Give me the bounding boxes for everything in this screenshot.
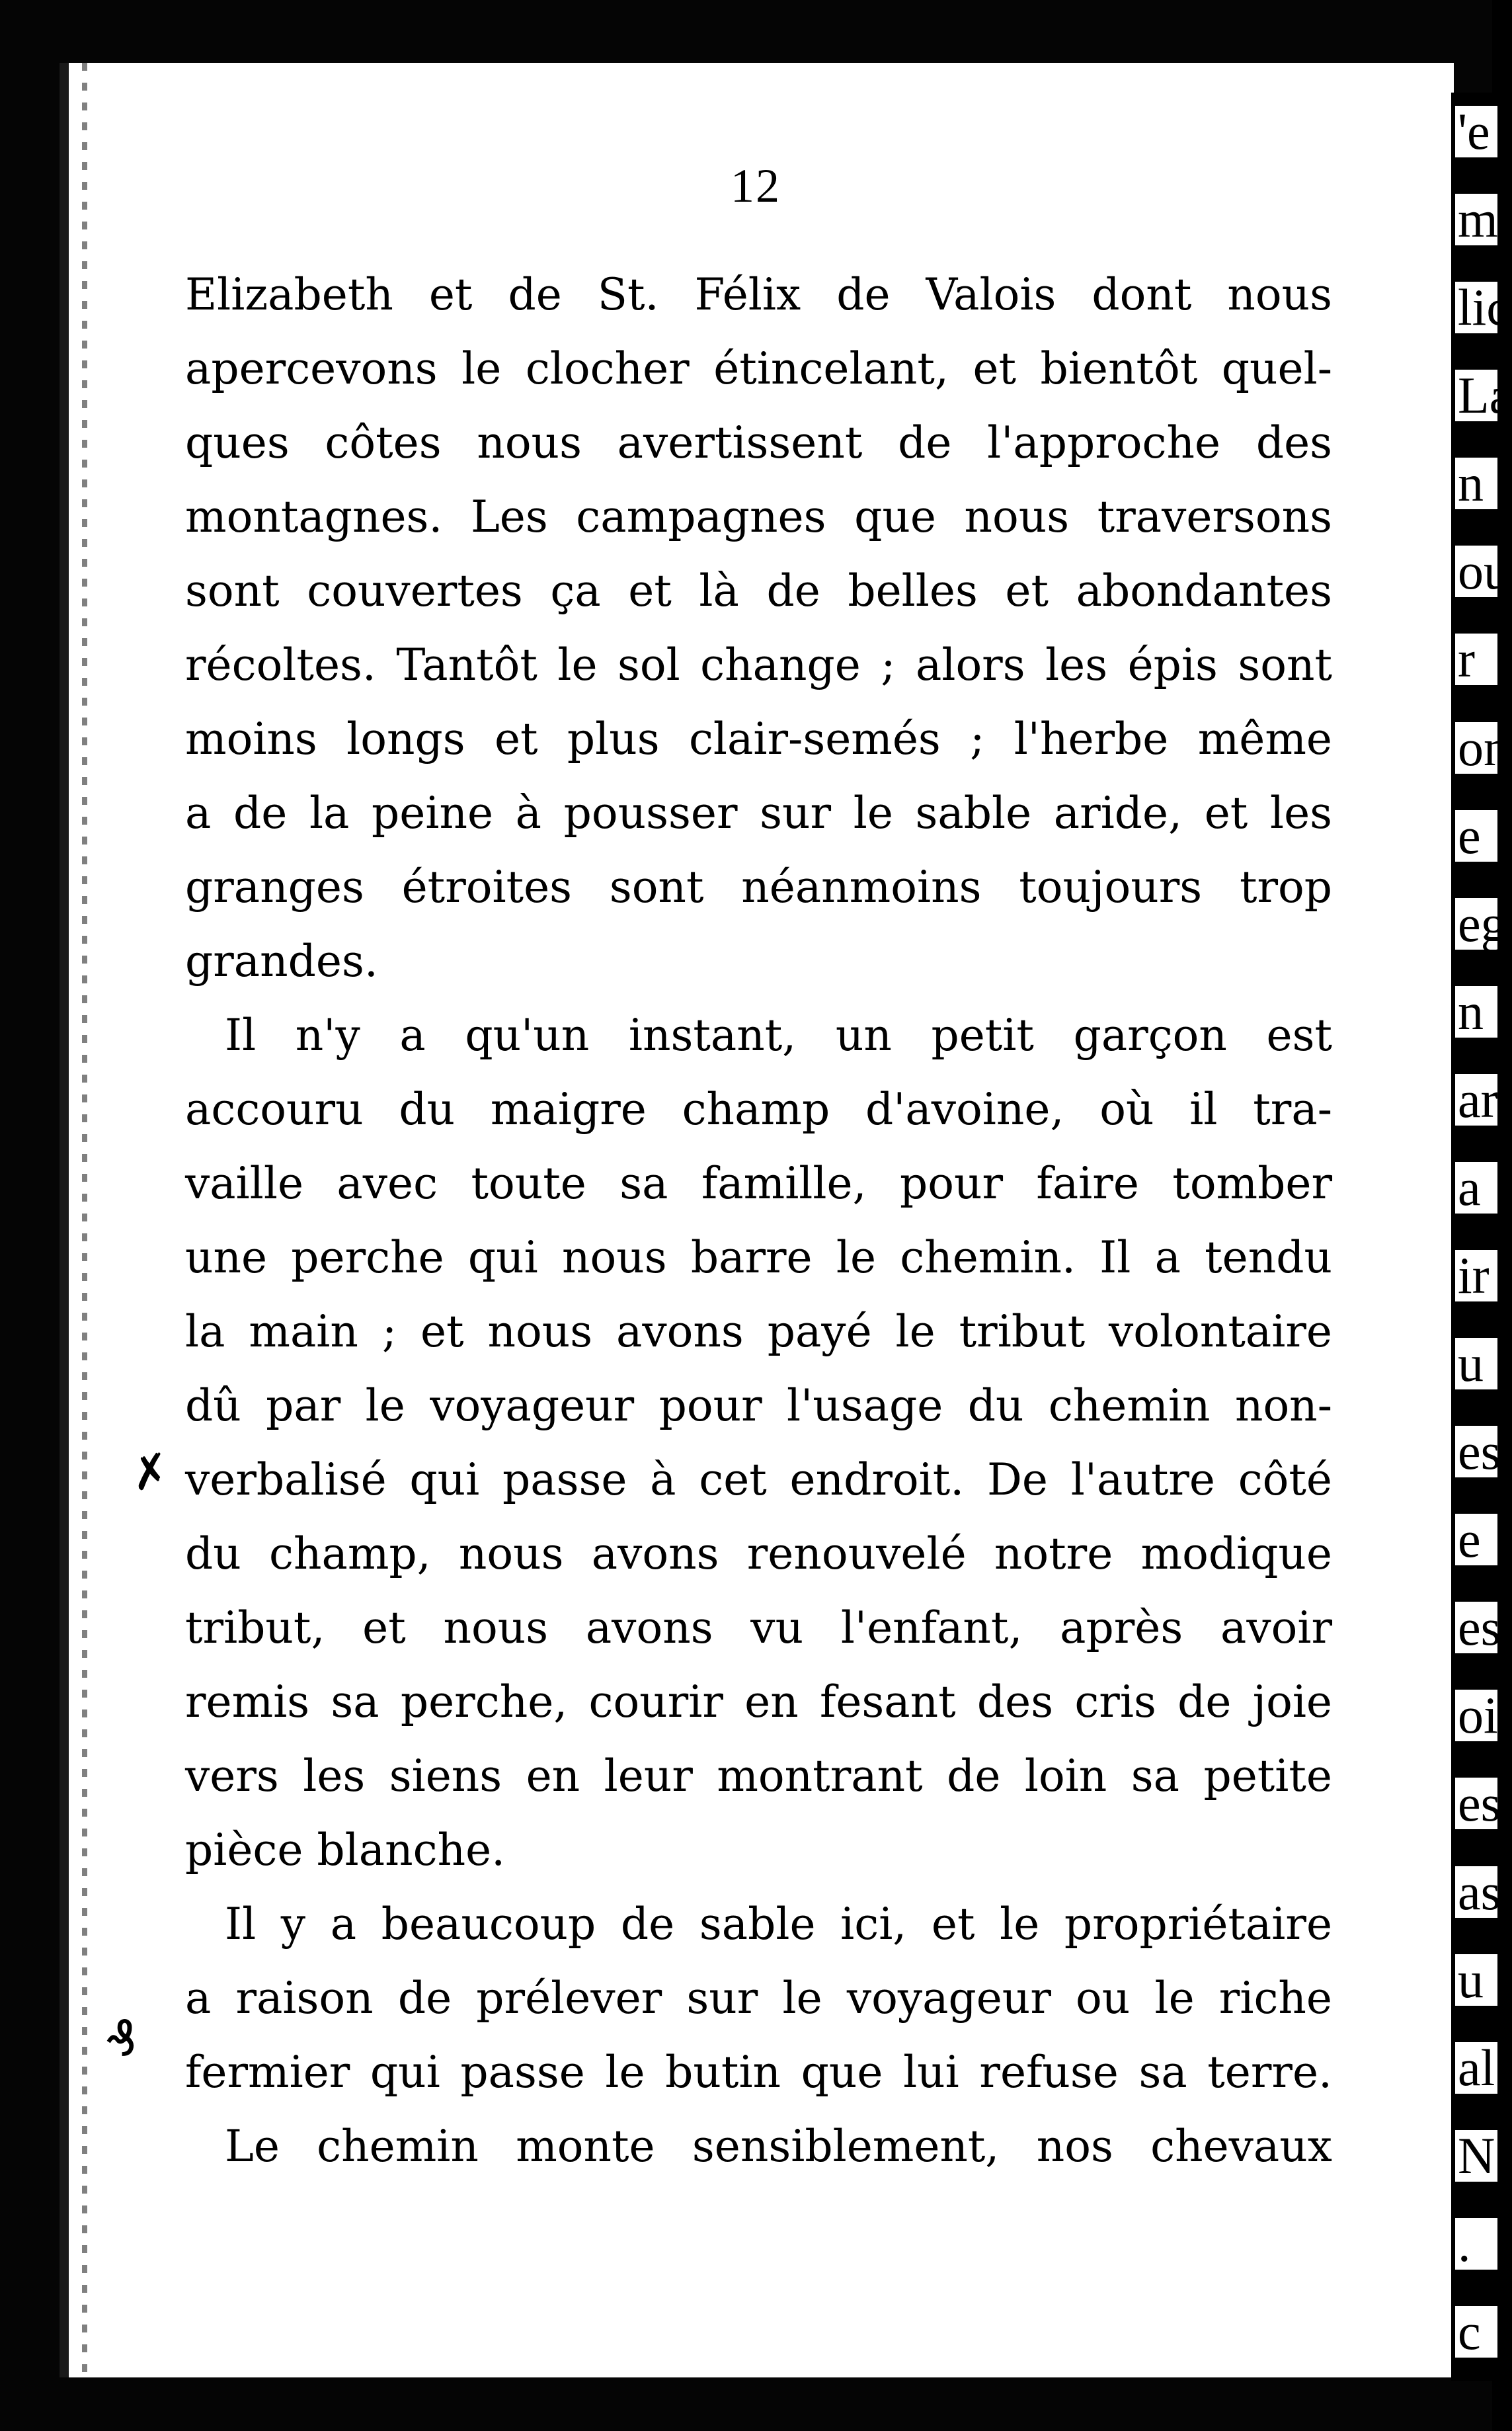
facing-page-fragment: al [1455,2042,1497,2094]
text-line: moins longs et plus clair-semés ; l'herbe même [185,714,1332,764]
text-line: verbalisé qui passe à cet endroit. De l'autre côté [185,1454,1332,1505]
facing-page-fragment: N [1455,2130,1497,2182]
text-line: grandes. [185,936,378,987]
facing-page-fragment: eg [1455,898,1497,950]
margin-delete-mark: ₰ [106,2010,138,2067]
text-line: granges étroites sont néanmoins toujours trop [185,862,1332,913]
facing-page-fragment: n [1455,458,1497,509]
facing-page-fragment: as [1455,1866,1497,1918]
text-line: apercevons le clocher étincelant, et bientôt quel- [185,343,1332,394]
text-line: du champ, nous avons renouvelé notre modique [185,1528,1332,1579]
facing-page-fragment: ir [1455,1250,1497,1301]
text-line: tribut, et nous avons vu l'enfant, après avoir [185,1602,1332,1653]
text-line: accouru du maigre champ d'avoine, où il tra- [185,1084,1332,1135]
facing-page-fragment: e [1455,810,1497,862]
text-line: Il n'y a qu'un instant, un petit garçon est [225,1010,1332,1061]
facing-page-fragment: oi [1455,1690,1497,1741]
text-line: une perche qui nous barre le chemin. Il a tendu [185,1232,1332,1283]
text-line: Elizabeth et de St. Félix de Valois dont nous [185,269,1332,320]
page-text [185,258,1332,2184]
text-line: fermier qui passe le butin que lui refuse sa terre. [185,2047,1332,2098]
facing-page-fragment: e [1455,1514,1497,1565]
facing-page-fragment: . [1455,2218,1497,2270]
text-line: remis sa perche, courir en fesant des cris de joie [185,1676,1332,1727]
text-line: ques côtes nous avertissent de l'approche des [185,417,1332,468]
text-line: a de la peine à pousser sur le sable aride, et les [185,788,1332,839]
page-number: 12 [731,159,781,212]
facing-page-fragment: 'e [1455,106,1497,157]
text-line: Il y a beaucoup de sable ici, et le propriétaire [225,1899,1332,1950]
text-line: Le chemin monte sensiblement, nos chevaux [225,2121,1332,2172]
text-line: dû par le voyageur pour l'usage du chemin non- [185,1380,1332,1431]
facing-page-fragment: es [1455,1426,1497,1477]
text-line: la main ; et nous avons payé le tribut volontaire [185,1306,1332,1357]
facing-page-fragment: r [1455,634,1497,685]
text-line: a raison de prélever sur le voyageur ou le riche [185,1973,1332,2024]
facing-page-fragment: a [1455,1162,1497,1214]
text-line: montagnes. Les campagnes que nous traversons [185,491,1332,542]
facing-page-edge [1451,93,1512,2381]
text-line: sont couvertes ça et là de belles et abondantes [185,565,1332,616]
text-line: vers les siens en leur montrant de loin sa petite [185,1751,1332,1801]
facing-page-fragment: lic [1455,282,1497,333]
margin-cross-mark: ✗ [126,1442,175,1503]
facing-page-fragment: La [1455,370,1497,421]
facing-page-fragment: u [1455,1338,1497,1389]
text-line: pièce blanche. [185,1825,506,1875]
facing-page-fragment: on [1455,722,1497,774]
text-line: vaille avec toute sa famille, pour faire tomber [185,1158,1332,1209]
text-line: récoltes. Tantôt le sol change ; alors les épis sont [185,639,1332,690]
facing-page-fragment: u [1455,1954,1497,2006]
facing-page-fragment: ou [1455,546,1497,597]
facing-page-fragment: es [1455,1778,1497,1829]
facing-page-fragment: ar [1455,1074,1497,1126]
facing-page-fragment: es [1455,1602,1497,1653]
facing-page-fragment: m [1455,194,1497,245]
facing-page-fragment: n [1455,986,1497,1038]
facing-page-fragment: c [1455,2306,1497,2358]
